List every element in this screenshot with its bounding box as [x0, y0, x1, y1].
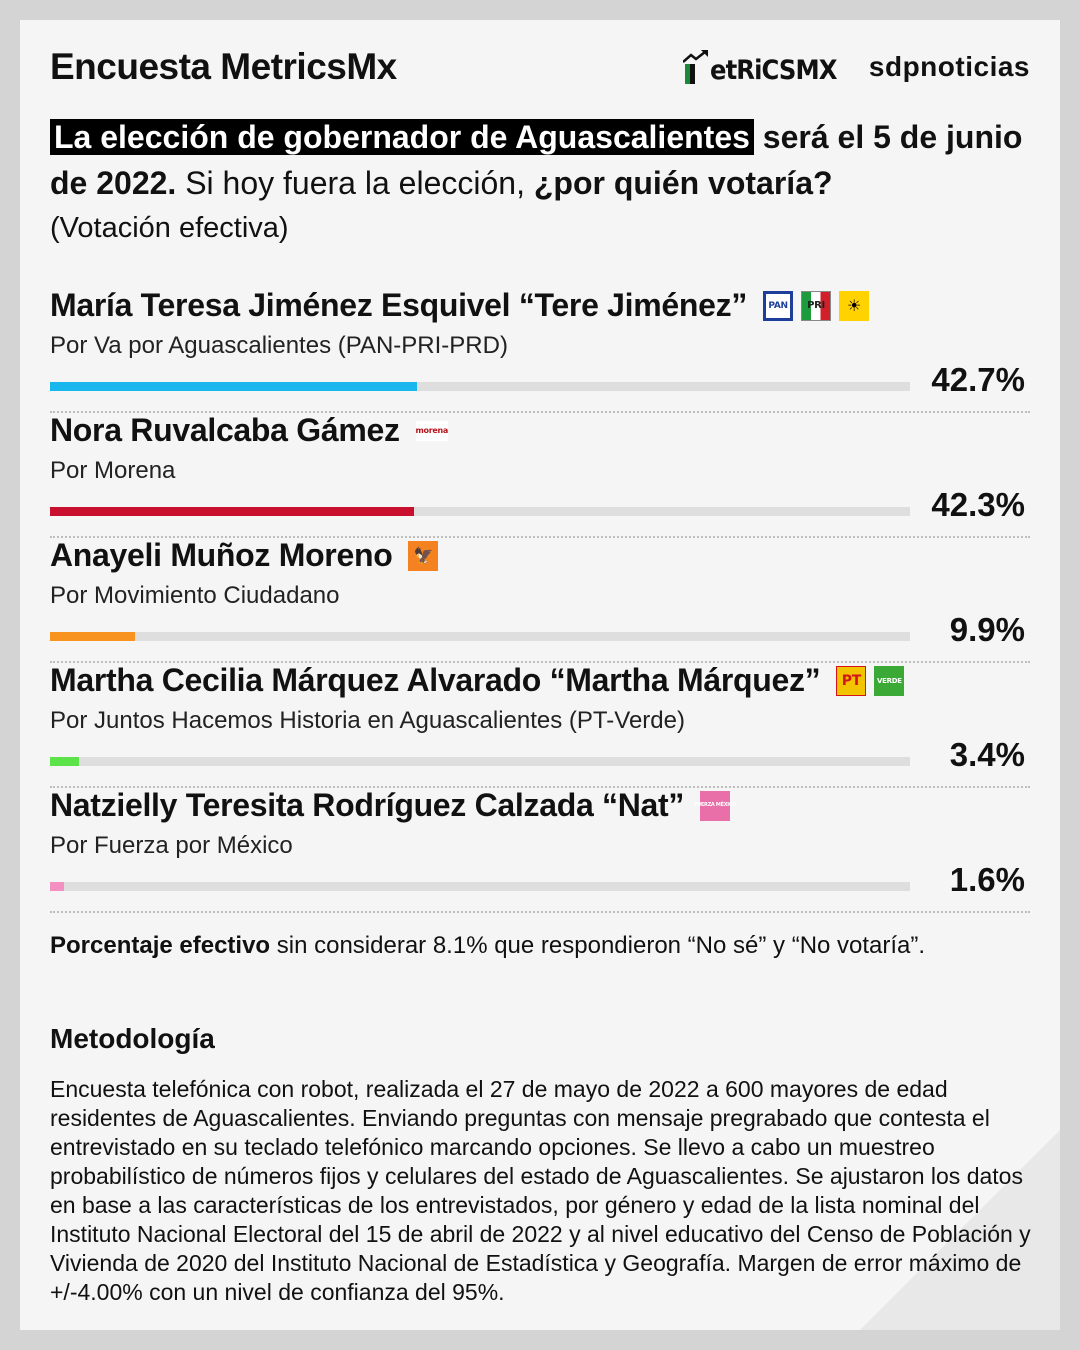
candidate-name-text: Natzielly Teresita Rodríguez Calzada “Nat”	[50, 787, 685, 823]
candidate-name-text: Nora Ruvalcaba Gámez	[50, 412, 400, 448]
bar-track	[50, 882, 910, 891]
bar-nora	[50, 507, 414, 516]
candidate-name	[50, 662, 904, 699]
verde-logo-icon: VERDE	[874, 666, 904, 696]
question-date: será el 5 de junio de 2022.	[50, 119, 1023, 201]
page-title: Encuesta MetricsMx	[50, 46, 397, 87]
value-label: 42.3%	[931, 486, 1025, 523]
value-label: 1.6%	[949, 861, 1025, 898]
candidate-coalition: Por Movimiento Ciudadano	[50, 582, 340, 609]
methodology-text: Encuesta telefónica con robot, realizada el 27 de mayo de 2022 a 600 mayores de edad residentes de Aguascalientes. Enviando preguntas con mensaje pregrabado que contesta el entrevistado en su teclado telefónico marcando opciones. Se llevo a cabo un muestreo probabilístico de números fijos y celulares del estado de Aguascalientes. Se ajustaron los datos en base a las características de los entrevistados, por género y edad de la lista nominal del Instituto Nacional Electoral del 15 de abril de 2022 y al nivel educativo del Censo de Población y Vivienda de 2020 del Instituto Nacional de Estadística y Geografía. Margen de error máximo de +/-4.00% con un nivel de confianza del 95%.	[50, 1076, 1031, 1305]
question-note: (Votación efectiva)	[50, 212, 289, 244]
party-logos	[828, 666, 904, 696]
header	[50, 44, 1030, 94]
candidate-row-martha	[50, 662, 1030, 787]
fxm-logo-icon: FUERZA MÉXICO	[700, 791, 730, 821]
bar-anayeli	[50, 632, 135, 641]
candidate-name	[50, 537, 438, 574]
morena-logo-icon: morena	[416, 421, 448, 441]
candidate-name-text: Anayeli Muñoz Moreno	[50, 537, 393, 573]
pan-logo-icon: PAN	[763, 291, 793, 321]
question-ask: ¿por quién votaría?	[533, 165, 833, 201]
growth-arrow-icon	[683, 50, 709, 84]
party-logos	[408, 421, 448, 441]
question-text	[50, 114, 1030, 250]
prd-logo-icon: ☀	[839, 291, 869, 321]
candidate-name	[50, 787, 737, 824]
candidate-row-nora	[50, 412, 1030, 537]
candidate-name	[50, 287, 869, 324]
pt-logo-icon: PT	[836, 666, 866, 696]
metricsmx-logo-text: etRiCSMX	[710, 55, 837, 86]
infographic-card	[20, 20, 1060, 1330]
bar-martha	[50, 757, 79, 766]
party-logos	[755, 291, 869, 321]
candidate-name	[50, 412, 448, 449]
pri-logo-icon: PRI	[801, 291, 831, 321]
sdpnoticias-logo: sdpnoticias	[868, 51, 1030, 82]
candidate-row-anayeli	[50, 537, 1030, 662]
candidate-coalition: Por Va por Aguascalientes (PAN-PRI-PRD)	[50, 332, 508, 359]
mc-logo-icon: 🦅	[408, 541, 438, 571]
candidate-name-text: María Teresa Jiménez Esquivel “Tere Jiménez”	[50, 287, 748, 323]
question-lead: Si hoy fuera la elección,	[176, 165, 534, 201]
party-logos	[400, 541, 438, 571]
candidate-coalition: Por Morena	[50, 457, 176, 484]
row-divider	[50, 911, 1030, 913]
party-logos	[692, 791, 737, 821]
bar-track	[50, 507, 910, 516]
candidate-name-text: Martha Cecilia Márquez Alvarado “Martha Márquez”	[50, 662, 821, 698]
candidate-row-tere	[50, 287, 1030, 412]
candidate-coalition: Por Juntos Hacemos Historia en Aguascalientes (PT-Verde)	[50, 707, 685, 734]
bar-track	[50, 757, 910, 766]
footnote-bold: Porcentaje efectivo	[50, 932, 271, 959]
bar-track	[50, 632, 910, 641]
bar-tere	[50, 382, 417, 391]
question-highlight: La elección de gobernador de Aguascalientes	[50, 119, 754, 155]
footnote	[50, 932, 1030, 960]
value-label: 9.9%	[949, 611, 1025, 648]
bar-nat	[50, 882, 64, 891]
footnote-rest: sin considerar 8.1% que respondieron “No sé” y “No votaría”.	[270, 932, 926, 959]
candidate-row-nat	[50, 787, 1030, 912]
brand-logos	[683, 44, 1030, 90]
metricsmx-logo	[683, 50, 851, 84]
bar-track	[50, 382, 910, 391]
methodology-title: Metodología	[50, 1023, 215, 1054]
value-label: 42.7%	[931, 361, 1025, 398]
value-label: 3.4%	[949, 736, 1025, 773]
candidate-coalition: Por Fuerza por México	[50, 832, 293, 859]
